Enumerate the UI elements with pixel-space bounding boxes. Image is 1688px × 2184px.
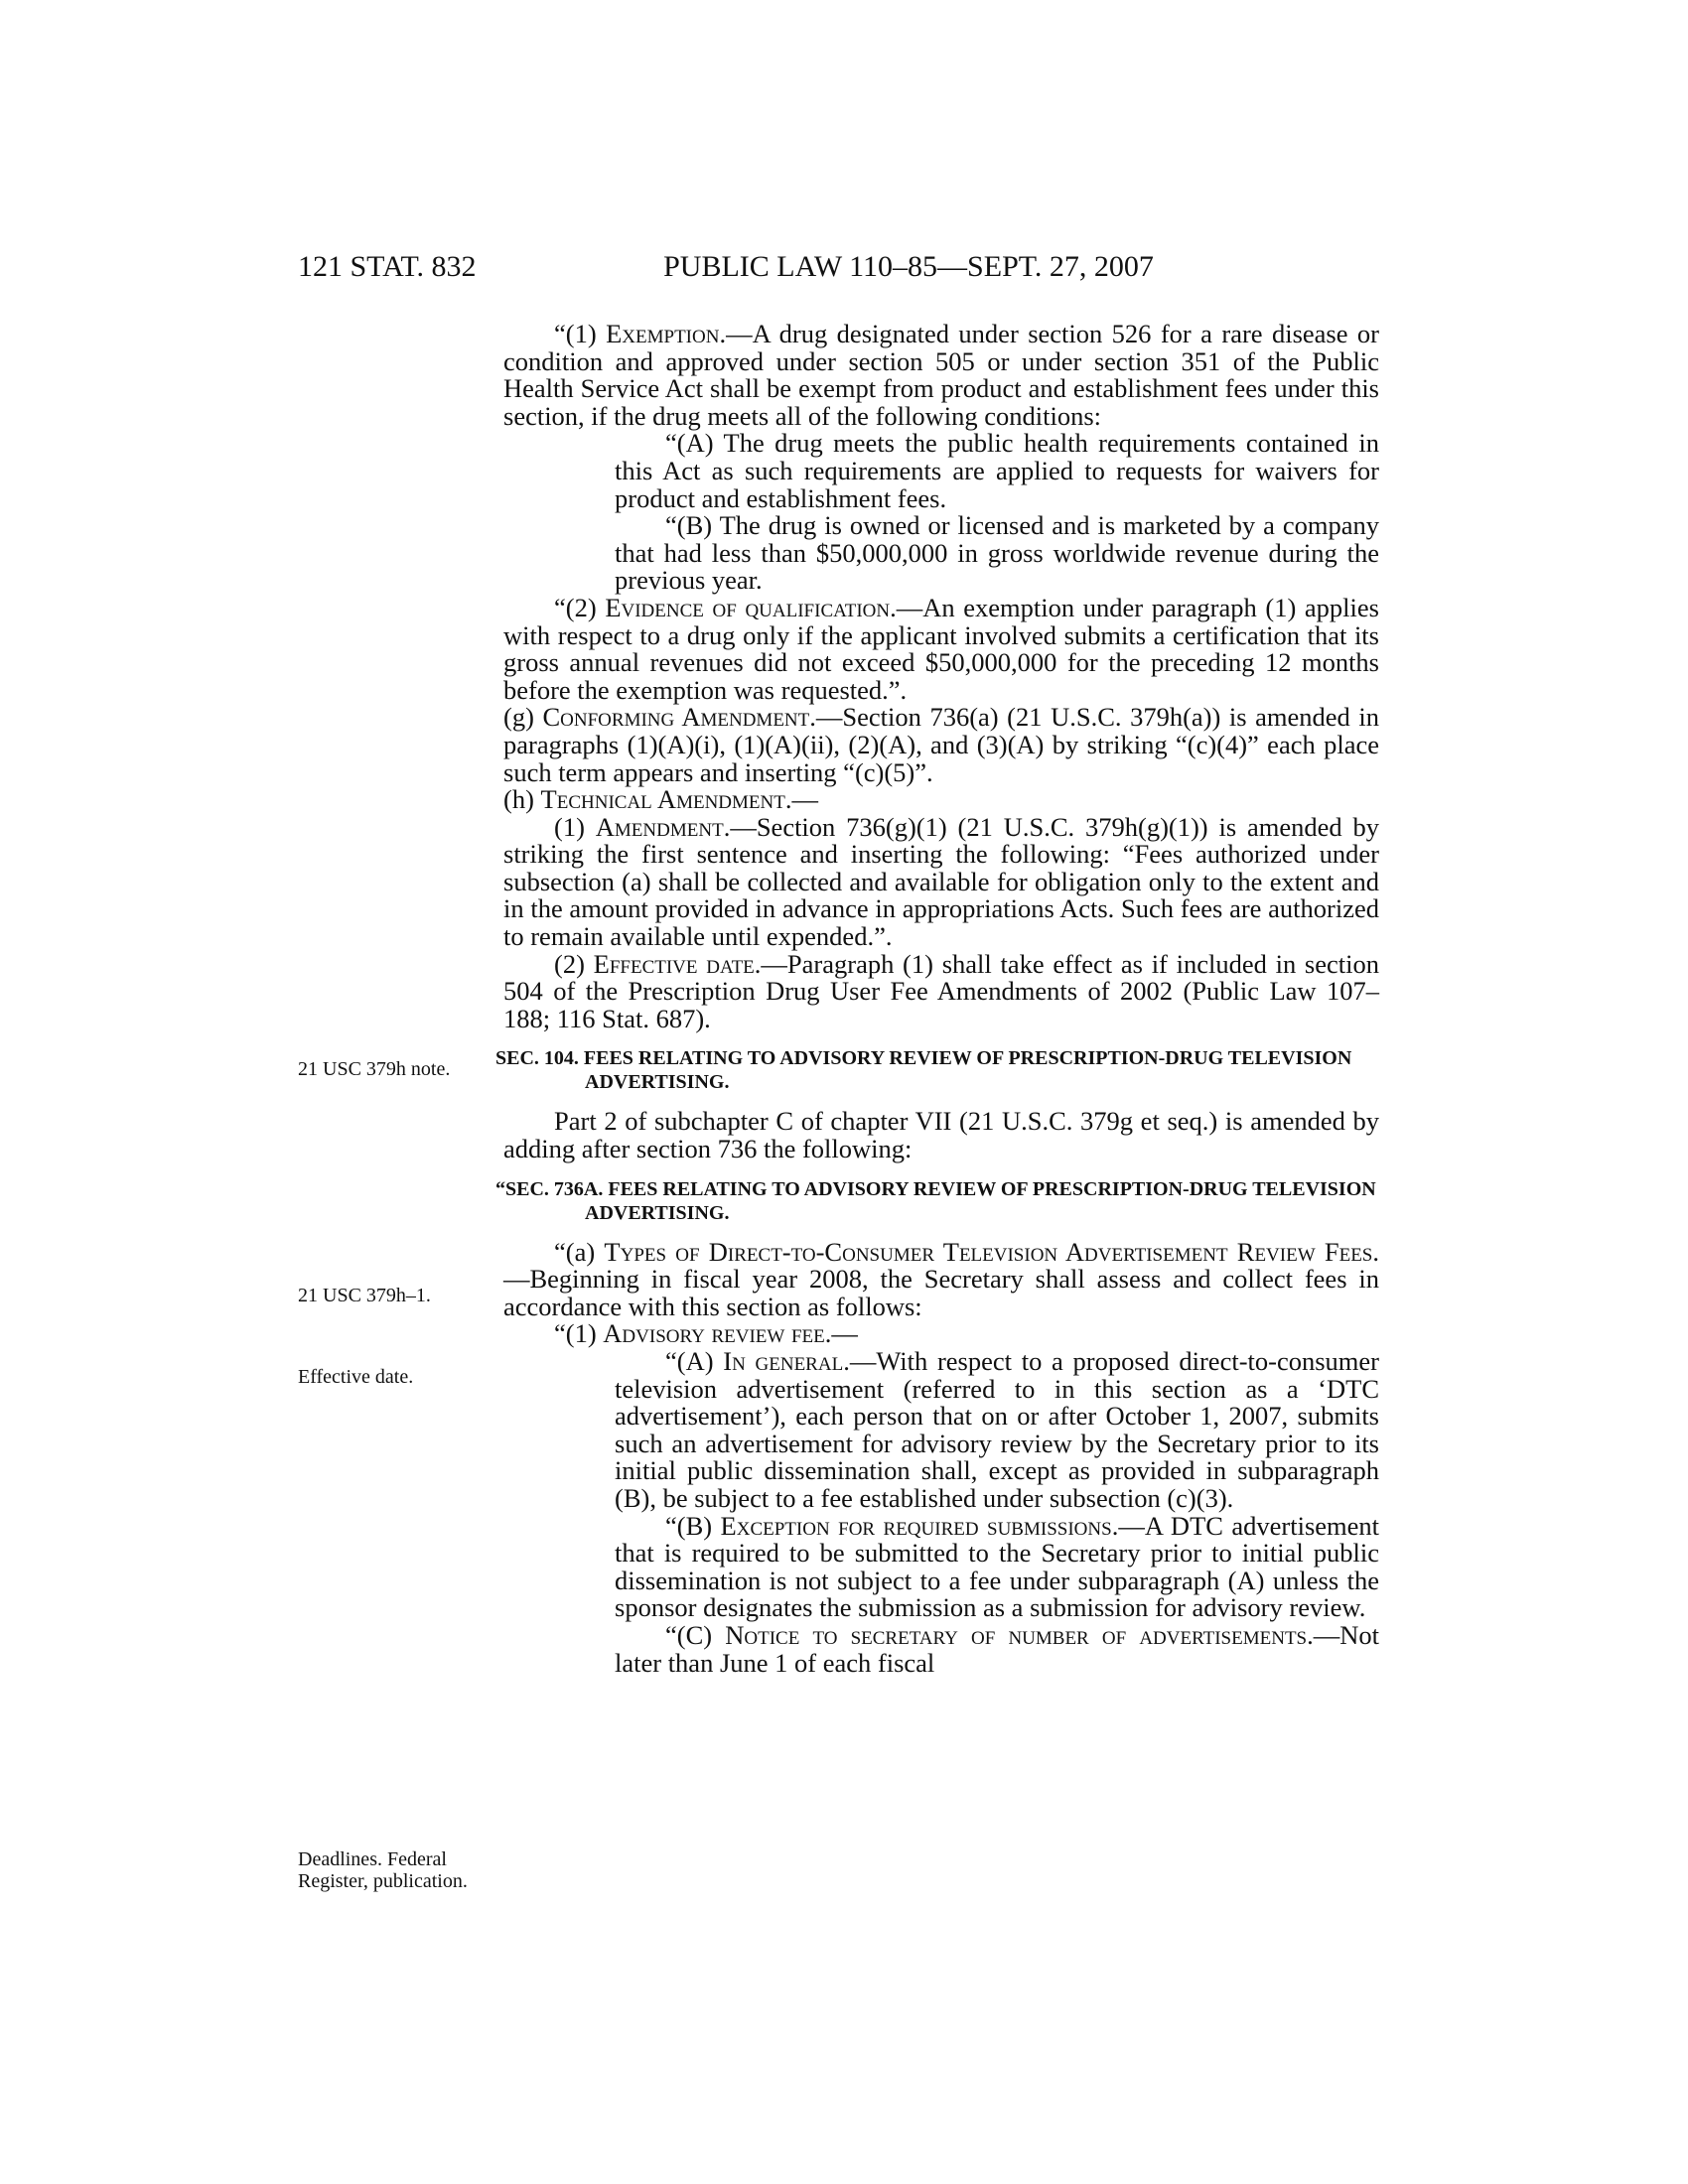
statute-page-number: 121 STAT. 832 bbox=[298, 250, 477, 283]
section-104-heading: SEC. 104. FEES RELATING TO ADVISORY REVIEW OF PRESCRIPTION-DRUG TELEVISION ADVERTISING. bbox=[495, 1047, 1352, 1094]
margin-note-effective-date: Effective date. bbox=[298, 1366, 414, 1388]
section-736a-heading: “SEC. 736A. FEES RELATING TO ADVISORY REVIEW OF PRESCRIPTION-DRUG TELEVISION ADVERTISING. bbox=[495, 1177, 1376, 1224]
subparagraph-exception-required-submissions: “(B) Exception for required submissions.—A DTC advertisement that is required to be submitted to the Secretary prior to initial public dissemination is not subject to a fee under subparagraph (A) unless the sponsor designates the submission as a submission for advisory review. bbox=[615, 1510, 1380, 1623]
paragraph-effective-date: (2) Effective date.—Paragraph (1) shall take effect as if included in section 504 of the Prescription Drug User Fee Amendments of 2002 (Public Law 107–188; 116 Stat. 687). bbox=[503, 948, 1379, 1033]
paragraph-amendment: (1) Amendment.—Section 736(g)(1) (21 U.S.C. 379h(g)(1)) is amended by striking the first sentence and inserting the following: “Fees authorized under subsection (a) shall be collected and available for obligation only to the extent and in the amount provided in advance in appropriations Acts. Such fees are authorized to remain available until expended.”. bbox=[503, 811, 1380, 952]
margin-note-379h-1: 21 USC 379h–1. bbox=[298, 1285, 431, 1306]
paragraph-evidence-of-qualification: “(2) Evidence of qualification.—An exemption under paragraph (1) applies with respect to a drug only if the applicant involved submits a certification that its gross annual revenues did not exceed $50,000,000 for the preceding 12 months before the exemption was requested.”. bbox=[503, 592, 1379, 705]
paragraph-advisory-review-fee: “(1) Advisory review fee.— bbox=[554, 1318, 858, 1349]
paragraph-exemption: “(1) Exemption.—A drug designated under section 526 for a rare disease or condition and approved under section 505 or under section 351 of the Public Health Service Act shall be exempt from product and establishment fees under this section, if the drug meets all of the following conditions: bbox=[503, 319, 1379, 431]
subsection-a-review-fees: “(a) Types of Direct-to-Consumer Television Advertisement Review Fees.—Beginning in fiscal year 2008, the Secretary shall assess and collect fees in accordance with this section as follows: bbox=[503, 1236, 1379, 1321]
subparagraph-in-general: “(A) In general.—With respect to a proposed direct-to-consumer television advertisement (referred to in this section as a ‘DTC advertisement’), each person that on or after October 1, 2007, submits such an advertisement for advisory review by the Secretary prior to its initial public dissemination shall, except as provided in subparagraph (B), be subject to a fee established under subsection (c)(3). bbox=[615, 1346, 1379, 1513]
subsection-h-technical-amendment: (h) Technical Amendment.— bbox=[503, 784, 818, 815]
running-title: PUBLIC LAW 110–85—SEPT. 27, 2007 bbox=[663, 250, 1154, 283]
law-text bbox=[495, 319, 1380, 1678]
margin-note-379h: 21 USC 379h note. bbox=[298, 1058, 451, 1080]
subsection-g-conforming-amendment: (g) Conforming Amendment.—Section 736(a) (21 U.S.C. 379h(a)) is amended in paragraphs (1)(A)(i), (1)(A)(ii), (2)(A), and (3)(A) by striking “(c)(4)” each place such term appears and inserting “(c)(5)”. bbox=[503, 702, 1379, 787]
margin-note-deadlines: Deadlines. Federal Register, publication. bbox=[298, 1848, 468, 1892]
subparagraph-a: “(A) The drug meets the public health requirements contained in this Act as such requirements are applied to requests for waivers for product and establishment fees. bbox=[615, 428, 1379, 513]
subparagraph-b: “(B) The drug is owned or licensed and is marketed by a company that had less than $50,000,000 in gross worldwide revenue during the previous year. bbox=[615, 510, 1379, 596]
page-header bbox=[298, 250, 1370, 290]
subparagraph-notice-to-secretary: “(C) Notice to secretary of number of advertisements.—Not later than June 1 of each fiscal bbox=[615, 1619, 1379, 1678]
section-104-intro: Part 2 of subchapter C of chapter VII (21 U.S.C. 379g et seq.) is amended by adding after section 736 the following: bbox=[503, 1106, 1379, 1164]
